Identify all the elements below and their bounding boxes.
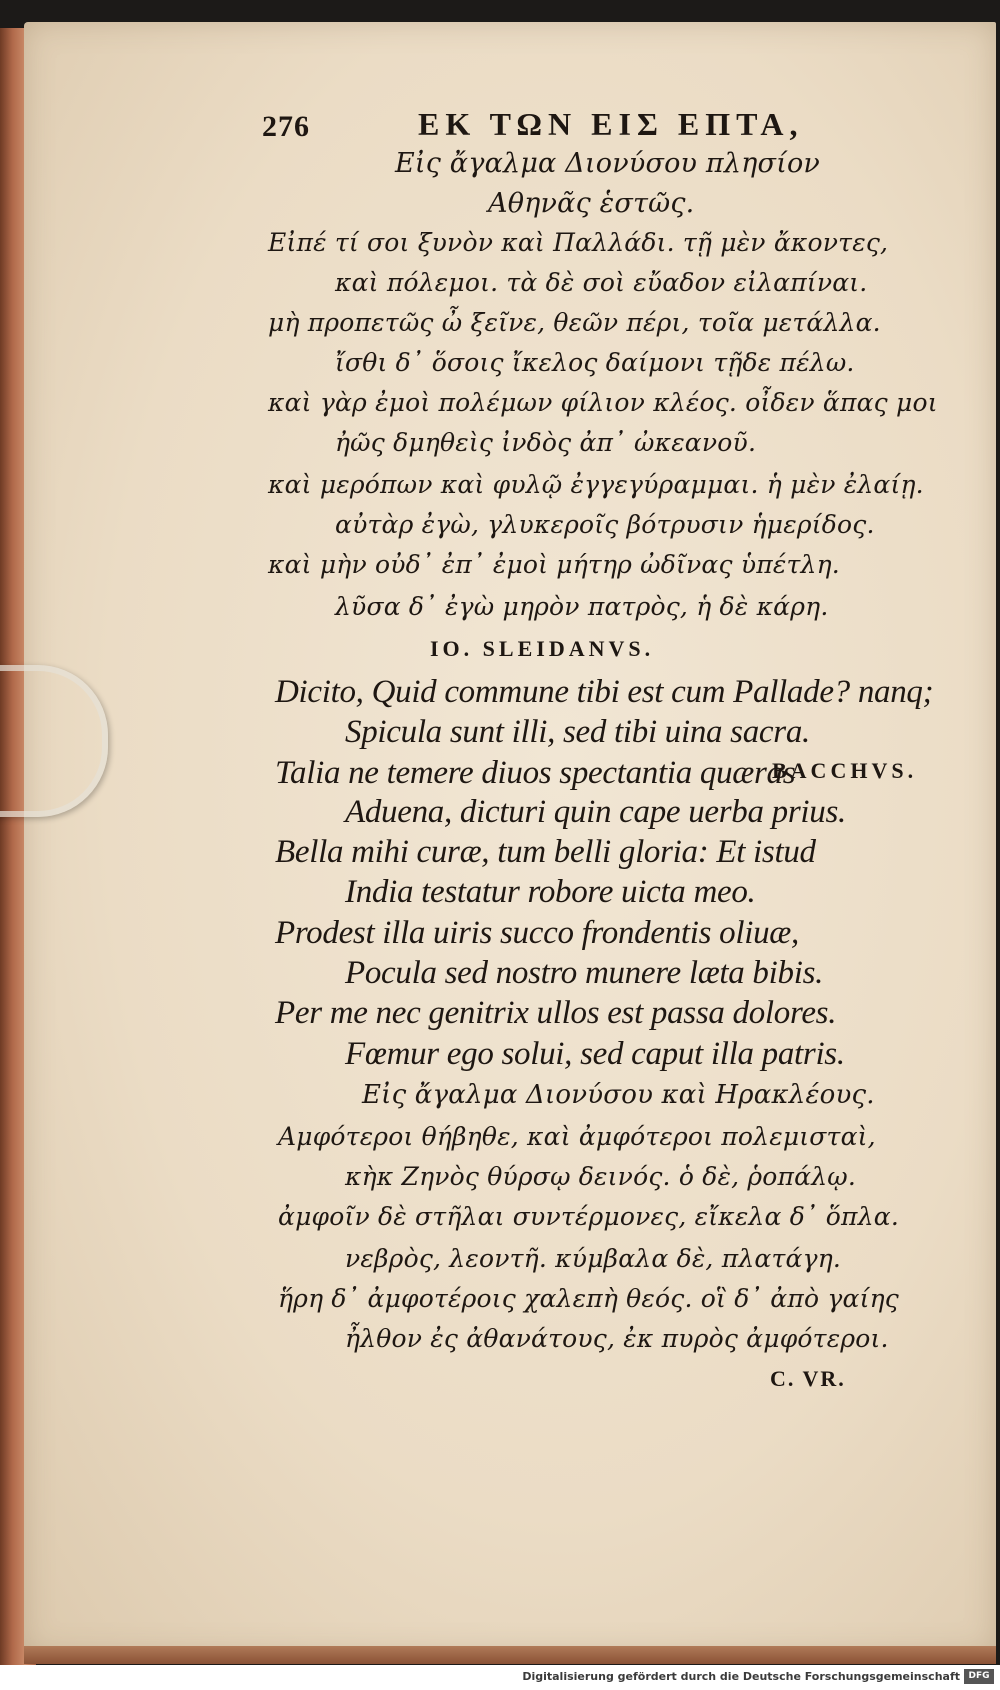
- section1-title-line1: Εἰς ἄγαλμα Διονύσου πλησίον: [395, 148, 821, 179]
- running-title: ΕΚ ΤΩΝ ΕΙΣ ΕΠΤΑ,: [418, 106, 804, 142]
- latin-verse-line: Per me nec genitrix ullos est passa dolores.: [275, 995, 837, 1031]
- latin-verse-line: Spicula sunt illi, sed tibi uina sacra.: [345, 714, 810, 750]
- greek-verse-line: Αμφότεροι θήβηθε, καὶ ἀμφότεροι πολεμισταὶ,: [278, 1122, 876, 1151]
- greek-verse-line: νεβρὸς, λεοντῆ. κύμβαλα δὲ, πλατάγη.: [345, 1244, 842, 1273]
- greek-verse-line: καὶ γὰρ ἐμοὶ πολέμων φίλιον κλέος. οἶδεν ἅπας μοι: [268, 388, 938, 417]
- greek-verse-line: ἠῶς δμηθεὶς ἰνδὸς ἀπ᾽ ὠκεανοῦ.: [335, 428, 757, 457]
- greek-verse-line: ἥρη δ᾽ ἀμφοτέροις χαλεπὴ θεός. οἳ δ᾽ ἀπὸ γαίης: [278, 1284, 900, 1313]
- greek-verse-line: ἀμφοῖν δὲ στῆλαι συντέρμονες, εἴκελα δ᾽ ὅπλα.: [278, 1202, 899, 1231]
- latin-verse-line: Pocula sed nostro munere læta bibis.: [345, 955, 824, 991]
- greek-verse-line: λῦσα δ᾽ ἐγὼ μηρὸν πατρὸς, ἡ δὲ κάρη.: [335, 592, 829, 621]
- greek-verse-line: κὴκ Ζηνὸς θύρσῳ δεινός. ὁ δὲ, ῥοπάλῳ.: [345, 1162, 857, 1191]
- greek-verse-line: αὐτὰρ ἐγὼ, γλυκεροῖς βότρυσιν ἡμερίδος.: [335, 510, 875, 539]
- latin-verse-line: India testatur robore uicta meo.: [345, 874, 756, 910]
- greek-verse-line: μὴ προπετῶς ὦ ξεῖνε, θεῶν πέρι, τοῖα μετάλλα.: [268, 308, 881, 337]
- latin-verse-line: Prodest illa uiris succo frondentis oliuæ,: [275, 915, 799, 951]
- page-bottom-edge: [24, 1646, 996, 1664]
- greek-verse-line: Εἰπέ τί σοι ξυνὸν καὶ Παλλάδι. τῇ μὲν ἄκοντες,: [268, 228, 889, 257]
- greek-verse-line: ἦλθον ἐς ἀθανάτους, ἐκ πυρὸς ἀμφότεροι.: [345, 1324, 889, 1353]
- greek-verse-line: καὶ μερόπων καὶ φυλῷ ἐγγεγύραμμαι. ἡ μὲν ἐλαίῃ.: [268, 470, 924, 499]
- latin-verse-line: Dicito, Quid commune tibi est cum Pallade? nanq;: [275, 674, 934, 710]
- greek-verse-line: καὶ μὴν οὐδ᾽ ἐπ᾽ ἐμοὶ μήτηρ ὠδῖνας ὑπέτλη.: [268, 550, 840, 579]
- catchword: C. VR.: [770, 1366, 846, 1391]
- section1-title-line2: Αθηνᾶς ἑστῶς.: [488, 188, 695, 219]
- page-number: 276: [262, 110, 310, 143]
- author-heading: IO. SLEIDANVS.: [430, 636, 655, 661]
- greek-verse-line: ἴσθι δ᾽ ὅσοις ἴκελος δαίμονι τῇδε πέλω.: [335, 348, 855, 377]
- greek-verse-line: καὶ πόλεμοι. τὰ δὲ σοὶ εὔαδον εἰλαπίναι.: [335, 268, 868, 297]
- dfg-logo-icon: DFG: [964, 1669, 994, 1684]
- latin-verse-line: Aduena, dicturi quin cape uerba prius.: [345, 794, 846, 830]
- section2-title: Εἰς ἄγαλμα Διονύσου καὶ Ηρακλέους.: [362, 1080, 875, 1110]
- latin-verse-line: Fœmur ego solui, sed caput illa patris.: [345, 1036, 845, 1072]
- latin-verse-line: Bella mihi curæ, tum belli gloria: Et istud: [275, 834, 816, 870]
- margin-note: BACCHVS.: [772, 758, 918, 783]
- funding-credit: Digitalisierung gefördert durch die Deutsche Forschungsgemeinschaft: [522, 1670, 960, 1683]
- footer-bar: [0, 1665, 1000, 1690]
- latin-verse-line: Talia ne temere diuos spectantia quæras: [275, 755, 796, 791]
